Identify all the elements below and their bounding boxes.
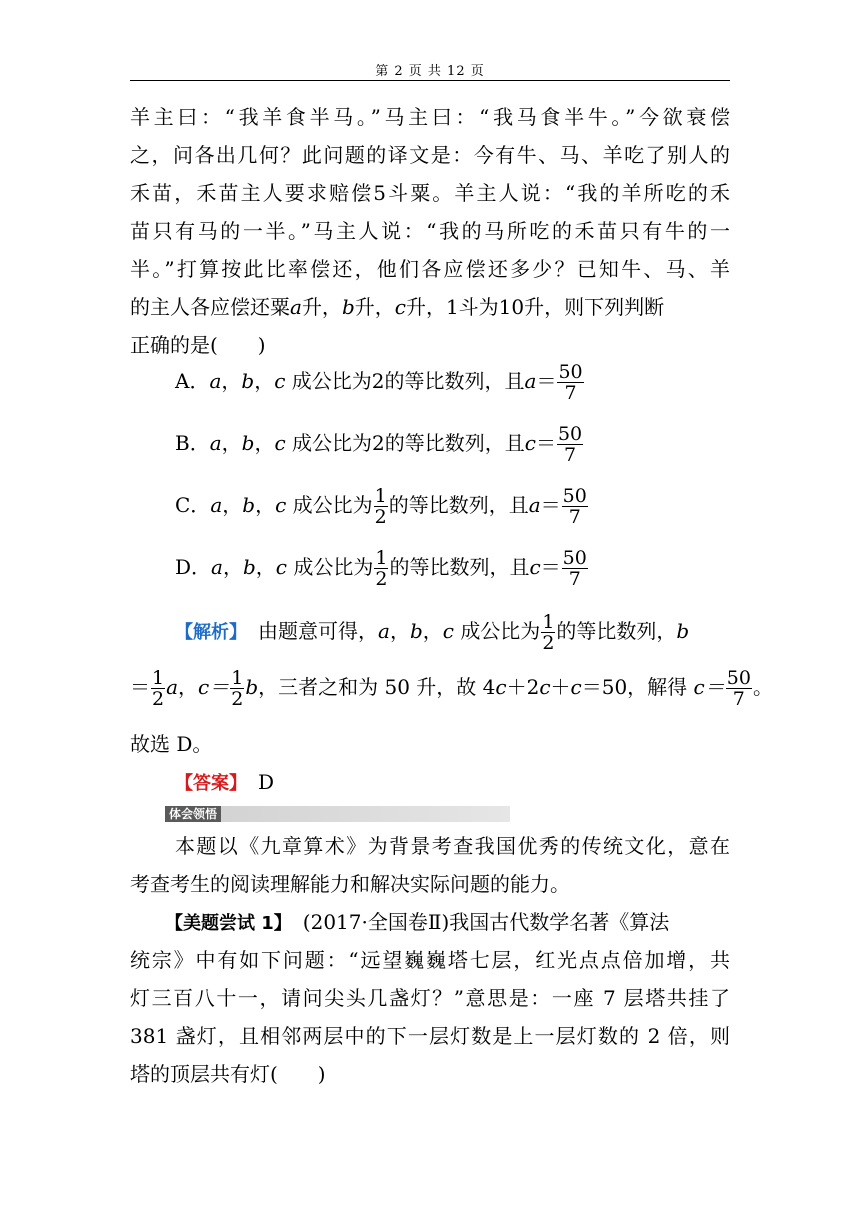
option-var: c bbox=[524, 431, 536, 455]
option-text: 的等比数列，且 bbox=[388, 493, 529, 517]
answer-line bbox=[175, 766, 274, 795]
ratio-fraction bbox=[374, 548, 388, 589]
var-b: b bbox=[341, 295, 355, 319]
sep: ， bbox=[389, 619, 410, 643]
option-prefix: B． bbox=[175, 431, 210, 455]
text-run: ，三者之和为 50 升，故 4 bbox=[258, 675, 496, 699]
problem-line: 正确的是( ) bbox=[130, 333, 266, 357]
denominator: 7 bbox=[568, 568, 581, 590]
ratio-fraction bbox=[374, 486, 388, 527]
var-c: c bbox=[495, 675, 507, 699]
denominator: 2 bbox=[152, 688, 165, 710]
half-fraction bbox=[541, 612, 555, 653]
answer-fraction bbox=[726, 668, 752, 709]
sep: ， bbox=[222, 493, 243, 517]
option-b bbox=[175, 424, 584, 465]
equals-sign: ＝ bbox=[130, 675, 150, 699]
denominator: 2 bbox=[231, 688, 244, 710]
text-run: 的等比数列， bbox=[556, 619, 677, 643]
problem-text bbox=[130, 98, 730, 364]
var-a: a bbox=[378, 619, 390, 643]
denominator: 7 bbox=[564, 382, 577, 404]
trial-line-3: 灯三百八十一，请问尖头几盏灯？”意思是：一座 7 层塔共挂了 bbox=[130, 986, 730, 1010]
denominator: 7 bbox=[568, 506, 581, 528]
text-run: 升， bbox=[354, 295, 395, 319]
var-c: c bbox=[274, 431, 286, 455]
text-run: 。 bbox=[752, 675, 773, 699]
sep: ， bbox=[178, 675, 199, 699]
trial-label: 【美题尝试 1】 bbox=[165, 913, 283, 934]
text-run: 成公比为 bbox=[460, 619, 541, 643]
var-a: a bbox=[209, 431, 222, 455]
denominator: 2 bbox=[374, 506, 387, 528]
sep: ， bbox=[221, 431, 242, 455]
half-fraction bbox=[151, 668, 165, 709]
sep: ， bbox=[254, 431, 275, 455]
problem-line: 羊主曰：“我羊食半马。”马主曰：“我马食半牛。”今欲衰偿 bbox=[130, 105, 730, 129]
problem-line: 苗只有马的一半。”马主人说：“我的马所吃的禾苗只有牛的一 bbox=[130, 219, 730, 243]
numerator: 50 bbox=[562, 485, 587, 507]
numerator: 50 bbox=[726, 667, 751, 689]
option-text: 的等比数列，且 bbox=[389, 555, 530, 579]
option-c bbox=[175, 486, 589, 527]
text-run: ＋ bbox=[550, 675, 571, 699]
text-run: ＝50，解得 bbox=[581, 675, 688, 699]
sep: ， bbox=[222, 555, 243, 579]
denominator: 2 bbox=[542, 632, 555, 654]
var-a: a bbox=[211, 555, 223, 579]
denominator: 2 bbox=[375, 568, 388, 590]
var-b: b bbox=[242, 493, 256, 517]
fraction bbox=[562, 486, 588, 527]
denominator: 7 bbox=[564, 444, 577, 466]
sep: ， bbox=[254, 369, 275, 393]
trial-line-1 bbox=[165, 906, 669, 935]
equals-sign: ＝ bbox=[540, 555, 561, 579]
option-text: 成公比为 bbox=[293, 555, 374, 579]
answer-value: D bbox=[258, 770, 275, 794]
option-text: 成公比为 bbox=[292, 493, 373, 517]
text-run: (2017·全国卷Ⅱ)我国古代数学名著《算法 bbox=[302, 910, 670, 934]
analysis-label: 【解析】 bbox=[175, 622, 238, 643]
section-tag-bar bbox=[165, 806, 510, 822]
var-c: c bbox=[570, 675, 582, 699]
numerator: 1 bbox=[374, 485, 387, 507]
page-header: 第 2 页 共 12 页 bbox=[375, 64, 485, 79]
text-run: 升， bbox=[301, 295, 342, 319]
sep: ， bbox=[255, 555, 276, 579]
sep: ， bbox=[255, 493, 276, 517]
option-prefix: D． bbox=[175, 555, 212, 579]
var-b: b bbox=[676, 619, 690, 643]
problem-line: 半。”打算按此比率偿还，他们各应偿还多少？已知牛、马、羊 bbox=[130, 257, 730, 281]
option-a bbox=[175, 362, 585, 403]
sep: ， bbox=[221, 369, 242, 393]
text-run: 由题意可得， bbox=[258, 619, 378, 643]
option-prefix: C． bbox=[175, 493, 211, 517]
answer-label: 【答案】 bbox=[175, 773, 238, 794]
var-b: b bbox=[242, 555, 256, 579]
numerator: 1 bbox=[375, 547, 388, 569]
var-b: b bbox=[241, 369, 255, 393]
numerator: 50 bbox=[558, 361, 583, 383]
fraction bbox=[557, 362, 583, 403]
numerator: 50 bbox=[557, 423, 583, 445]
var-a: a bbox=[210, 493, 223, 517]
reflection-line-1: 本题以《九章算术》为背景考查我国优秀的传统文化，意在 bbox=[175, 834, 730, 858]
equals-sign: ＝ bbox=[536, 369, 557, 393]
analysis-line-3: 故选 D。 bbox=[130, 732, 213, 756]
analysis-line-2 bbox=[130, 668, 773, 709]
var-c: c bbox=[539, 675, 551, 699]
fraction bbox=[557, 424, 583, 465]
problem-line: 禾苗，禾苗主人要求赔偿5斗粟。羊主人说：“我的羊所吃的禾 bbox=[130, 181, 730, 205]
option-text: 成公比为2的等比数列，且 bbox=[292, 431, 525, 455]
text-run: 的主人各应偿还粟 bbox=[130, 295, 290, 319]
equals-sign: ＝ bbox=[535, 431, 556, 455]
numerator: 50 bbox=[562, 547, 587, 569]
denominator: 7 bbox=[732, 688, 745, 710]
trial-line-4: 381 盏灯，且相邻两层中的下一层灯数是上一层灯数的 2 倍，则 bbox=[130, 1024, 730, 1048]
problem-line: 之，问各出几何？此问题的译文是：今有牛、马、羊吃了别人的 bbox=[130, 143, 730, 167]
numerator: 1 bbox=[152, 667, 165, 689]
var-c: c bbox=[274, 369, 286, 393]
header-rule bbox=[130, 80, 730, 81]
var-c: c bbox=[275, 555, 287, 579]
var-b: b bbox=[245, 675, 259, 699]
option-var: a bbox=[524, 369, 537, 393]
reflection-line-2: 考查考生的阅读理解能力和解决实际问题的能力。 bbox=[130, 872, 570, 896]
half-fraction bbox=[230, 668, 244, 709]
text-run: ＋2 bbox=[506, 675, 540, 699]
option-var: c bbox=[529, 555, 541, 579]
var-a: a bbox=[290, 295, 302, 319]
problem-line bbox=[130, 288, 730, 326]
var-c: c bbox=[394, 295, 406, 319]
option-var: a bbox=[528, 493, 541, 517]
option-d bbox=[175, 548, 589, 589]
fraction bbox=[562, 548, 588, 589]
analysis-line-1 bbox=[175, 612, 689, 653]
var-a: a bbox=[166, 675, 179, 699]
trial-line-5: 塔的顶层共有灯( ) bbox=[130, 1062, 326, 1086]
var-b: b bbox=[241, 431, 255, 455]
numerator: 1 bbox=[542, 611, 555, 633]
var-c-eq: c＝ bbox=[693, 675, 725, 699]
option-prefix: A． bbox=[175, 369, 210, 393]
var-c-eq: c＝ bbox=[198, 675, 230, 699]
sep: ， bbox=[422, 619, 443, 643]
var-c: c bbox=[275, 493, 287, 517]
section-tag-label: 体会领悟 bbox=[165, 806, 221, 822]
text-run: 升，1斗为10升，则下列判断 bbox=[405, 295, 665, 319]
trial-line-2: 统宗》中有如下问题：“远望巍巍塔七层，红光点点倍加增，共 bbox=[130, 948, 730, 972]
option-text: 成公比为2的等比数列，且 bbox=[291, 369, 525, 393]
var-c: c bbox=[442, 619, 454, 643]
var-b: b bbox=[409, 619, 423, 643]
var-a: a bbox=[209, 369, 222, 393]
numerator: 1 bbox=[231, 667, 244, 689]
equals-sign: ＝ bbox=[540, 493, 561, 517]
